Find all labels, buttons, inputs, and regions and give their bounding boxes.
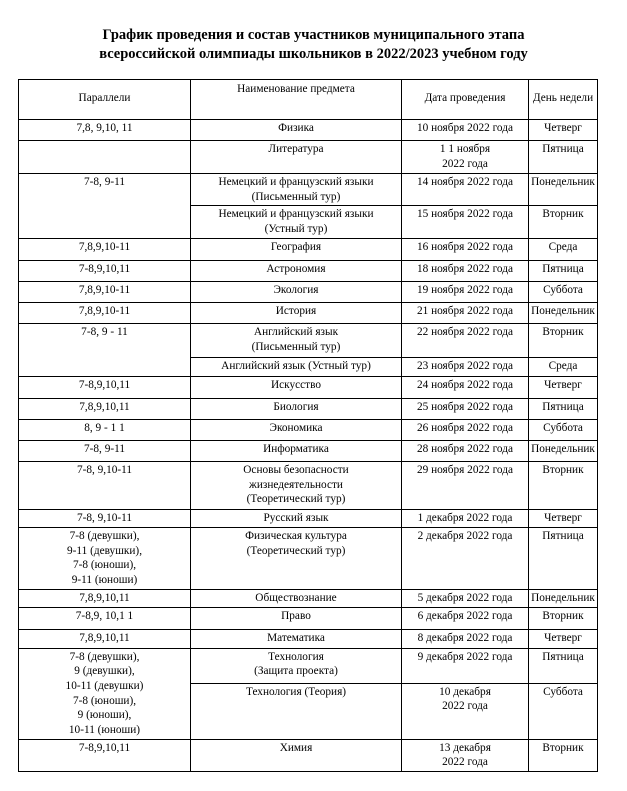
cell-weekday: Вторник — [529, 739, 598, 771]
cell-subject — [191, 303, 402, 324]
cell-weekday: Понедельник — [529, 174, 598, 206]
subject-line: (Теоретический тур) — [246, 493, 346, 506]
cell-subject — [191, 377, 402, 399]
subject-line: жизнедеятельности — [249, 478, 343, 491]
cell-grades — [19, 629, 191, 648]
date-line: 10 ноября 2022 года — [416, 122, 514, 134]
date-line: 5 декабря 2022 года — [417, 592, 513, 605]
cell-weekday: Среда — [529, 239, 598, 261]
cell-subject — [191, 206, 402, 239]
grades-text — [21, 650, 188, 738]
header-date: Дата проведения — [402, 80, 529, 120]
grades-text: 7-8, 9,10-11 — [76, 464, 133, 477]
date-line: 24 ноября 2022 года — [416, 379, 514, 392]
cell-date — [402, 174, 529, 206]
cell-weekday: Понедельник — [529, 303, 598, 324]
cell-date — [402, 324, 529, 358]
cell-subject — [191, 528, 402, 590]
cell-grades — [19, 739, 191, 771]
cell-grades — [19, 324, 191, 377]
date-line: 1 1 ноября — [439, 143, 491, 155]
date-line: 22 ноября 2022 года — [416, 326, 514, 339]
cell-weekday: Четверг — [529, 510, 598, 528]
grades-line: 9-11 (юноши) — [71, 573, 138, 586]
cell-grades — [19, 590, 191, 608]
cell-weekday: Четверг — [529, 629, 598, 648]
subject-line: Биология — [273, 401, 319, 414]
table-row — [19, 303, 598, 324]
cell-date — [402, 607, 529, 629]
table-row — [19, 141, 598, 174]
grades-line: 7-8 (девушки), — [69, 530, 140, 543]
cell-date — [402, 399, 529, 420]
table-row — [19, 324, 598, 358]
date-line: 2022 года — [442, 157, 488, 170]
grades-text — [21, 529, 188, 587]
table-row — [19, 629, 598, 648]
table-row — [19, 399, 598, 420]
subject-line: Немецкий и французский языки — [218, 208, 374, 221]
cell-grades — [19, 303, 191, 324]
subject-line: Технология (Теория) — [245, 685, 347, 698]
subject-line: Физика — [278, 122, 314, 134]
cell-subject — [191, 282, 402, 303]
header-weekday: День недели — [529, 80, 598, 120]
date-line: 18 ноября 2022 года — [416, 263, 514, 276]
date-line: 10 декабря — [439, 685, 491, 698]
cell-weekday: Пятница — [529, 399, 598, 420]
table-row — [19, 510, 598, 528]
table-row — [19, 739, 598, 771]
grades-line: 10-11 (юноши) — [68, 723, 141, 736]
subject-line: История — [275, 305, 317, 318]
date-line: 8 декабря 2022 года — [417, 631, 513, 644]
subject-line: (Устный тур) — [264, 222, 328, 235]
schedule-body — [19, 120, 598, 772]
subject-line: Математика — [267, 631, 325, 644]
subject-line: Физическая культура — [245, 530, 347, 543]
subject-line: Немецкий и французский языки — [218, 176, 374, 188]
grades-line: 9 (девушки), — [74, 665, 135, 678]
grades-text: 7-8,9, 10,1 1 — [75, 609, 134, 622]
grades-line: 7-8 (девушки), — [69, 650, 140, 663]
header-grades: Параллели — [19, 80, 191, 120]
cell-weekday: Вторник — [529, 206, 598, 239]
grades-text: 7-8, 9 - 11 — [81, 326, 128, 339]
cell-weekday: Суббота — [529, 420, 598, 441]
cell-date — [402, 510, 529, 528]
cell-weekday: Понедельник — [529, 590, 598, 608]
cell-date — [402, 206, 529, 239]
subject-line: География — [270, 241, 322, 254]
date-line: 2022 года — [442, 756, 488, 769]
cell-grades — [19, 399, 191, 420]
cell-date — [402, 282, 529, 303]
header-row — [19, 80, 598, 120]
grades-text: 7,8,9,10,11 — [79, 631, 130, 644]
date-line: 2 декабря 2022 года — [417, 530, 513, 543]
cell-grades — [19, 282, 191, 303]
cell-grades — [19, 377, 191, 399]
date-line: 21 ноября 2022 года — [416, 305, 514, 318]
grades-text: 7,8,9,10-11 — [78, 305, 131, 318]
cell-weekday: Вторник — [529, 324, 598, 358]
grades-text: 7-8,9,10,11 — [78, 379, 131, 392]
grades-text: 7,8, 9,10, 11 — [76, 122, 133, 134]
table-row — [19, 420, 598, 441]
cell-subject — [191, 399, 402, 420]
title-line-1: График проведения и состав участников муниципального этапа — [102, 27, 525, 43]
subject-line: Искусство — [270, 379, 322, 392]
cell-weekday: Пятница — [529, 141, 598, 174]
cell-grades — [19, 261, 191, 282]
subject-line: (Письменный тур) — [251, 190, 341, 203]
subject-line: Экономика — [269, 422, 323, 435]
cell-date — [402, 239, 529, 261]
grades-text: 7,8,9,10,11 — [79, 401, 130, 414]
subject-line: Информатика — [263, 443, 329, 456]
cell-date — [402, 648, 529, 683]
grades-text: 7,8,9,10,11 — [79, 592, 130, 605]
subject-line: Химия — [279, 741, 313, 754]
table-row — [19, 174, 598, 206]
title-line-2: всероссийской олимпиады школьников в 2022/2023 учебном году — [99, 46, 528, 62]
subject-line: Литература — [268, 143, 324, 155]
date-line: 28 ноября 2022 года — [416, 443, 514, 456]
cell-grades — [19, 607, 191, 629]
cell-subject — [191, 607, 402, 629]
subject-line: Обществознание — [255, 592, 337, 605]
date-line: 16 ноября 2022 года — [416, 241, 514, 254]
subject-line: Основы безопасности — [243, 464, 349, 477]
date-line: 23 ноября 2022 года — [416, 360, 514, 373]
date-line: 1 декабря 2022 года — [417, 512, 513, 525]
cell-date — [402, 590, 529, 608]
subject-line: Английский язык (Устный тур) — [221, 360, 371, 373]
date-line: 29 ноября 2022 года — [416, 464, 514, 477]
cell-grades — [19, 420, 191, 441]
grades-text: 7-8,9,10,11 — [78, 741, 131, 754]
cell-grades — [19, 120, 191, 141]
cell-subject — [191, 239, 402, 261]
grades-text: 8, 9 - 1 1 — [84, 422, 125, 435]
cell-date — [402, 261, 529, 282]
grades-line: 7-8 (юноши), — [72, 694, 137, 707]
subject-line: (Письменный тур) — [251, 340, 341, 353]
grades-line: 10-11 (девушки) — [65, 679, 144, 692]
subject-line: Астрономия — [266, 263, 326, 276]
cell-subject — [191, 462, 402, 510]
table-row — [19, 528, 598, 590]
table-row — [19, 590, 598, 608]
cell-subject — [191, 324, 402, 358]
subject-line: Экология — [273, 284, 319, 297]
cell-date — [402, 629, 529, 648]
cell-date — [402, 377, 529, 399]
cell-weekday: Пятница — [529, 648, 598, 683]
table-row — [19, 441, 598, 462]
cell-date — [402, 420, 529, 441]
date-line: 6 декабря 2022 года — [417, 609, 513, 622]
cell-subject — [191, 441, 402, 462]
cell-subject — [191, 510, 402, 528]
cell-date — [402, 528, 529, 590]
cell-subject — [191, 683, 402, 739]
cell-weekday: Понедельник — [529, 441, 598, 462]
cell-grades — [19, 441, 191, 462]
cell-grades — [19, 528, 191, 590]
cell-subject — [191, 420, 402, 441]
grades-line: 9 (юноши), — [77, 709, 132, 722]
cell-grades — [19, 141, 191, 174]
date-line: 25 ноября 2022 года — [416, 401, 514, 414]
grades-text: 7-8, 9-11 — [84, 443, 125, 456]
cell-date — [402, 462, 529, 510]
date-line: 19 ноября 2022 года — [416, 284, 514, 297]
date-line: 26 ноября 2022 года — [416, 422, 514, 435]
cell-weekday: Четверг — [529, 377, 598, 399]
cell-weekday: Четверг — [529, 120, 598, 141]
date-line: 9 декабря 2022 года — [417, 650, 513, 663]
cell-subject — [191, 141, 402, 174]
date-line: 14 ноября 2022 года — [416, 176, 514, 188]
cell-subject — [191, 648, 402, 683]
schedule-table — [18, 79, 598, 772]
grades-text: 7,8,9,10-11 — [78, 284, 131, 297]
table-row — [19, 282, 598, 303]
cell-subject — [191, 739, 402, 771]
table-row — [19, 261, 598, 282]
subject-line: (Защита проекта) — [254, 665, 338, 678]
date-line: 2022 года — [442, 700, 488, 713]
cell-weekday: Вторник — [529, 462, 598, 510]
table-row — [19, 377, 598, 399]
cell-weekday: Суббота — [529, 683, 598, 739]
cell-date — [402, 441, 529, 462]
cell-date — [402, 141, 529, 174]
cell-subject — [191, 261, 402, 282]
cell-weekday: Среда — [529, 358, 598, 377]
grades-text: 7-8,9,10,11 — [78, 263, 131, 276]
cell-grades — [19, 174, 191, 239]
cell-grades — [19, 648, 191, 739]
cell-date — [402, 683, 529, 739]
header-subject: Наименование предмета — [191, 80, 402, 120]
table-row — [19, 120, 598, 141]
table-row — [19, 648, 598, 683]
date-line: 15 ноября 2022 года — [416, 208, 514, 221]
cell-subject — [191, 629, 402, 648]
cell-date — [402, 120, 529, 141]
table-row — [19, 462, 598, 510]
subject-line: Русский язык — [263, 512, 329, 525]
cell-weekday: Вторник — [529, 607, 598, 629]
table-row — [19, 607, 598, 629]
cell-date — [402, 358, 529, 377]
cell-weekday: Суббота — [529, 282, 598, 303]
date-line: 13 декабря — [439, 741, 491, 754]
subject-line: Технология — [268, 650, 324, 663]
cell-grades — [19, 239, 191, 261]
document-title — [0, 26, 627, 64]
subject-line: Право — [281, 609, 311, 622]
grades-text: 7-8, 9,10-11 — [76, 512, 133, 525]
cell-subject — [191, 120, 402, 141]
cell-weekday: Пятница — [529, 261, 598, 282]
subject-line: Английский язык — [253, 326, 339, 339]
cell-date — [402, 303, 529, 324]
cell-date — [402, 739, 529, 771]
cell-weekday: Пятница — [529, 528, 598, 590]
subject-line: (Теоретический тур) — [246, 544, 346, 557]
cell-subject — [191, 590, 402, 608]
grades-line: 9-11 (девушки), — [66, 544, 143, 557]
cell-grades — [19, 510, 191, 528]
grades-text: 7-8, 9-11 — [84, 176, 125, 188]
grades-line: 7-8 (юноши), — [72, 559, 137, 572]
table-row — [19, 239, 598, 261]
cell-grades — [19, 462, 191, 510]
cell-subject — [191, 358, 402, 377]
grades-text: 7,8,9,10-11 — [78, 241, 131, 254]
cell-subject — [191, 174, 402, 206]
